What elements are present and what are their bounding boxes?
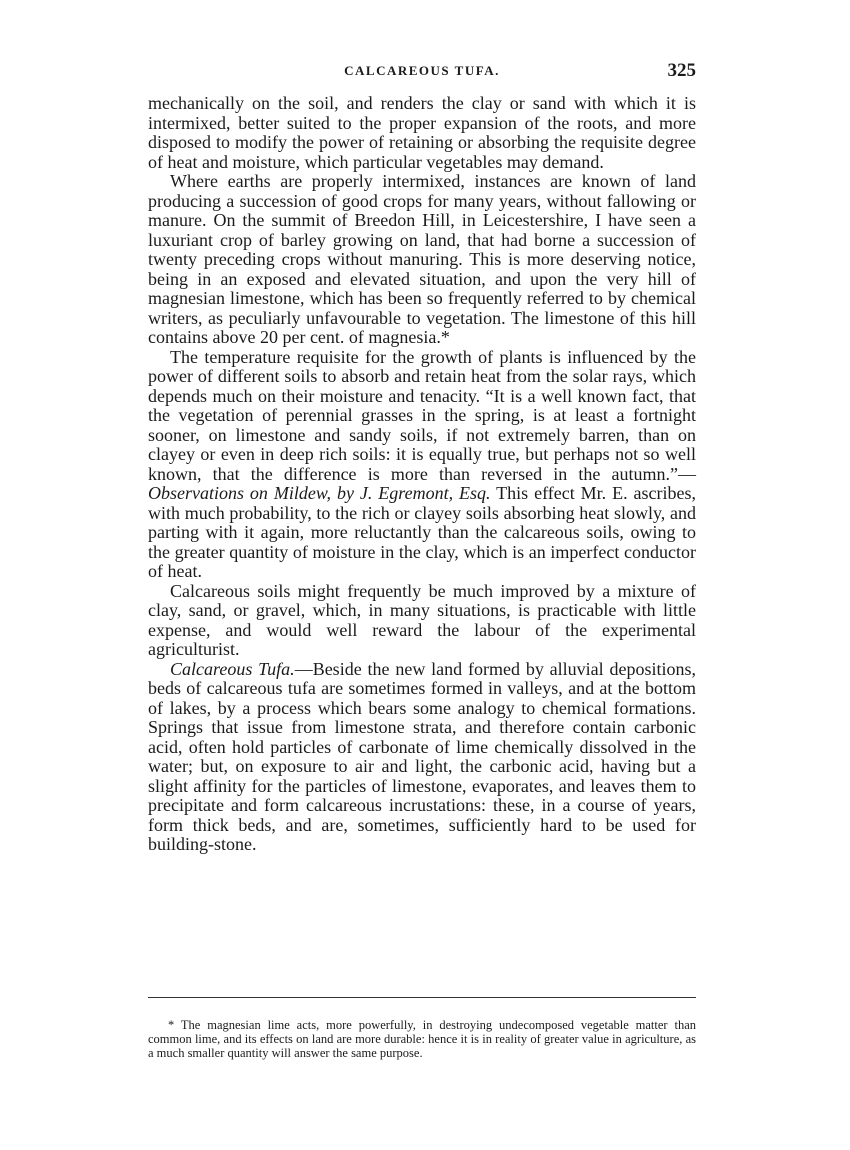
paragraph-breedon-hill: Where earths are properly intermixed, instances are known of land producing a succession of good crops for many years, without fallowing or manure. On the summit of Breedon Hill, in Leicestershire, I have seen a luxuriant crop of barley growing on land, that had borne a succession of twenty preceding crops without manuring. This is more deserving notice, being in an exposed and elevated situation, and upon the very hill of magnesian limestone, which has been so frequently referred to by chemical writers, as peculiarly unfavourable to vegetation. The limestone of this hill contains above 20 per cent. of magnesia.* bbox=[148, 171, 696, 347]
paragraph-calcareous-tufa bbox=[148, 660, 696, 855]
footnote-divider bbox=[148, 997, 696, 998]
running-title: CALCAREOUS TUFA. bbox=[344, 63, 500, 78]
paragraph-calcareous-soils: Calcareous soils might frequently be much improved by a mixture of clay, sand, or gravel, which, in many situations, is practicable with little expense, and would well reward the labour of the experimental agriculturist. bbox=[148, 580, 696, 659]
calcareous-tufa-text: —Beside the new land formed by alluvial depositions, beds of calcareous tufa are sometimes formed in valleys, and at the bottom of lakes, by a process which bears some analogy to chemical formations. Springs that issue from limestone strata, and therefore contain carbonic acid, often hold particles of carbonate of lime chemically dissolved in the water; but, on exposure to air and light, the carbonic acid, having but a slight affinity for the particles of limestone, evaporates, and leaves them to precipitate and form calcareous incrustations: these, in a course of years, form thick beds, and are, sometimes, sufficiently hard to be used for building-stone. bbox=[148, 658, 696, 854]
temperature-text-end: This effect Mr. E. ascribes, with much probability, to the rich or clayey soils absorbing heat slowly, and parting with it again, more reluctantly than the calcareous soils, owing to the greater quantity of moisture in the clay, which is an imperfect conductor of heat. bbox=[148, 483, 697, 581]
paragraph-temperature bbox=[148, 348, 696, 582]
citation-mildew: Observations on Mildew, by J. Egremont, Esq. bbox=[148, 483, 491, 503]
body-text bbox=[148, 94, 696, 855]
running-head bbox=[148, 60, 696, 86]
footnote-text: * The magnesian lime acts, more powerfully, in destroying undecomposed vegetable matter than common lime, and its effects on land are more durable: hence it is in reality of greater value in agriculture, as a much smaller quantity will answer the same purpose. bbox=[148, 1018, 696, 1060]
page-number: 325 bbox=[667, 60, 696, 81]
section-heading-calcareous-tufa: Calcareous Tufa. bbox=[170, 658, 295, 679]
paragraph-continuation: mechanically on the soil, and renders the clay or sand with which it is intermixed, better suited to the proper expansion of the roots, and more disposed to modify the power of retaining or absorbing the requisite degree of heat and moisture, which particular vegetables may demand. bbox=[148, 93, 696, 172]
temperature-text-start: The temperature requisite for the growth of plants is influenced by the power of different soils to absorb and retain heat from the solar rays, which depends much on their moisture and tenacity. “It is a well known fact, that the vegetation of perennial grasses in the spring, is at least a fortnight sooner, on limestone and sandy soils, if not extremely barren, than on clayey or even in deep rich soils: it is equally true, but perhaps not so well known, that the difference is more than reversed in the autumn.”— bbox=[148, 346, 696, 484]
footnote bbox=[148, 1018, 696, 1060]
